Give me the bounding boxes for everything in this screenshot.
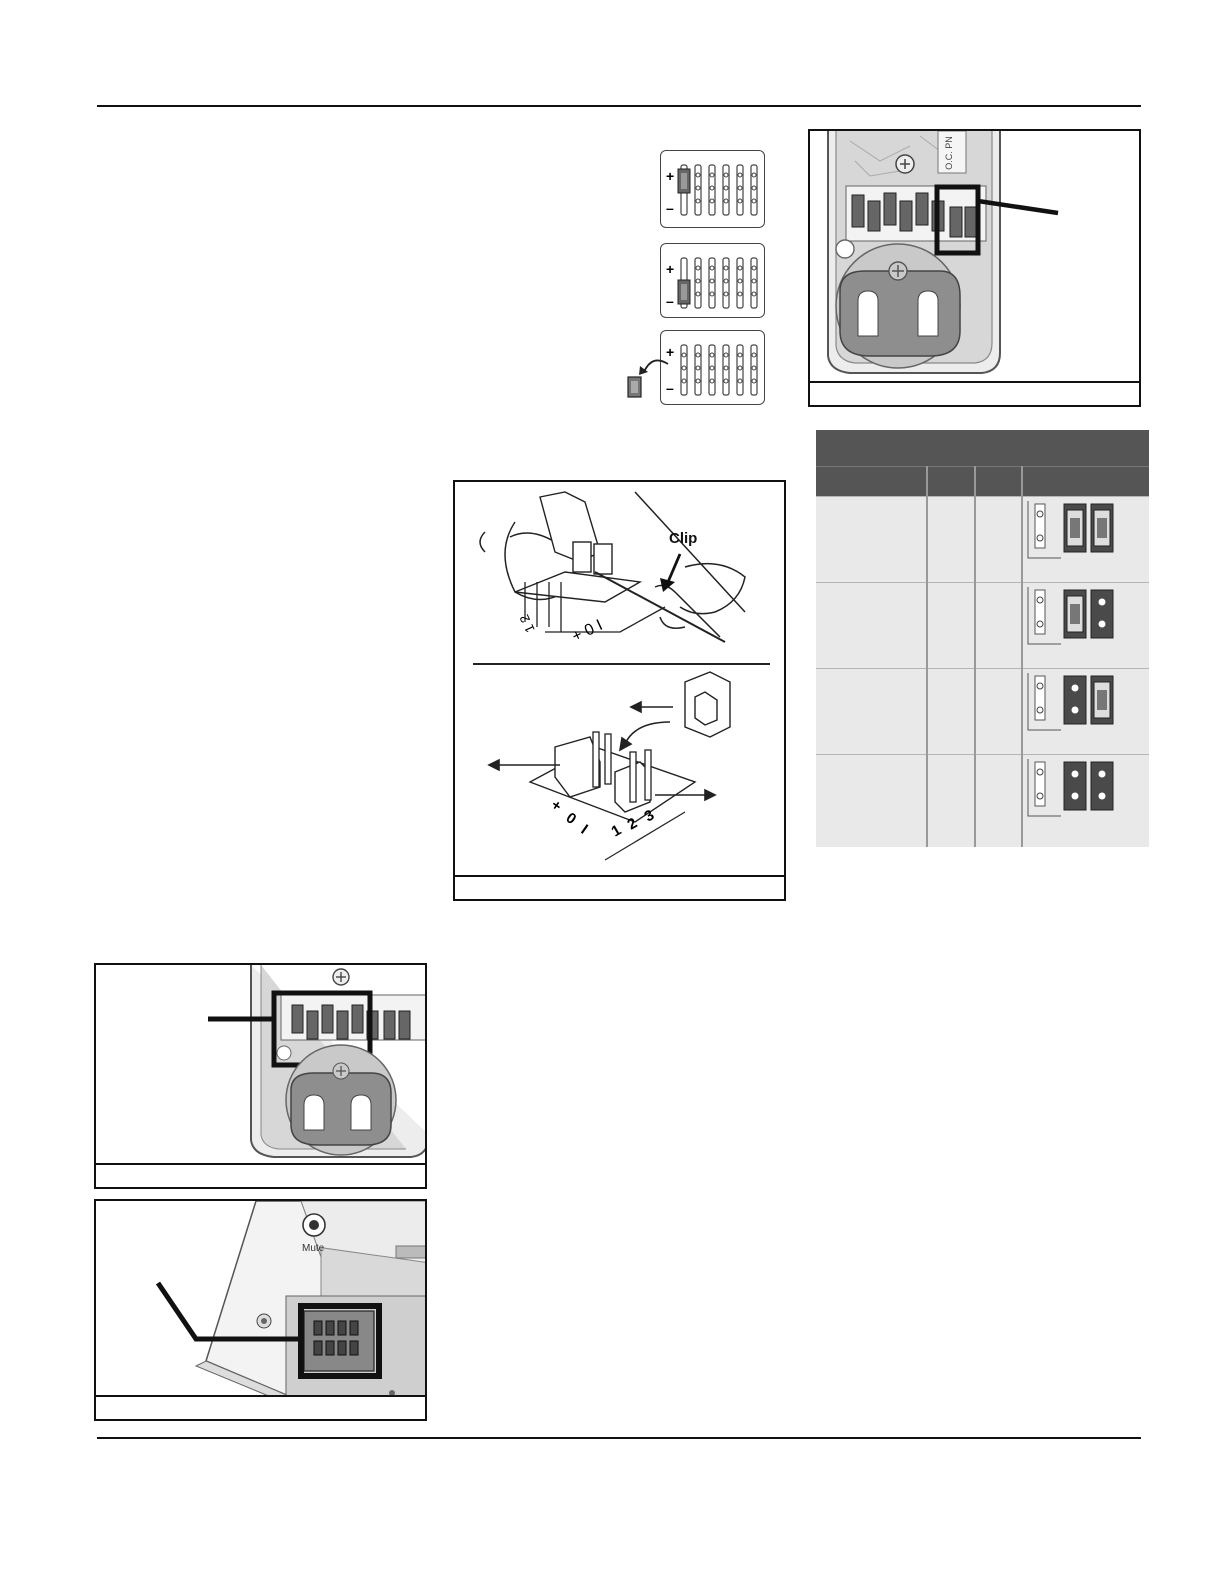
svg-text:0: 0 [562, 809, 580, 829]
jumper-pin-icon [661, 151, 763, 226]
svg-text:1: 1 [608, 821, 625, 841]
jumper-open [1091, 590, 1113, 638]
jumper-diagram-removed [660, 330, 765, 405]
minus-sign: – [666, 200, 674, 216]
jumper-open [1064, 676, 1086, 724]
jumper-installed [1064, 590, 1086, 638]
jumper-diagram-lower [660, 243, 765, 318]
svg-text:2: 2 [624, 814, 641, 834]
plus-sign: + [666, 168, 675, 184]
figure-caption-bar [96, 1163, 425, 1187]
svg-text:+: + [547, 796, 565, 816]
jumper-open [1064, 762, 1086, 810]
jumper-installed [1091, 676, 1113, 724]
svg-text:I: I [577, 821, 591, 838]
screw-icon [896, 155, 914, 173]
device-photo-jumper-closeup [808, 129, 1141, 407]
arrow-icon [622, 350, 674, 402]
jumper-diagram-upper [660, 150, 765, 228]
screw-icon [333, 969, 349, 985]
device-photo-jumper-block [94, 963, 427, 1189]
bottom-rule [97, 1437, 1141, 1439]
mute-button-icon [303, 1214, 325, 1236]
jumper-pin-icon [661, 331, 763, 403]
svg-text:+ 0 I: + 0 I [569, 616, 606, 646]
svg-text:+: + [666, 261, 675, 277]
battery-holder-icon [286, 1045, 396, 1155]
svg-text:3: 3 [641, 806, 658, 826]
figure-caption-bar [810, 381, 1139, 405]
top-rule [97, 105, 1141, 107]
svg-text:1 2: 1 2 [516, 612, 538, 636]
svg-text:+: + [666, 344, 675, 360]
jumper-state-diagrams [816, 430, 1149, 847]
svg-text:–: – [666, 380, 674, 396]
jumper-settings-table [816, 430, 1149, 847]
battery-holder-icon [836, 244, 960, 368]
svg-text:–: – [666, 293, 674, 309]
figure-caption-bar [455, 875, 784, 899]
jumper-state-diagram [1028, 673, 1113, 730]
mute-label: Mute [302, 1243, 325, 1254]
screw-icon [257, 1314, 271, 1328]
jumper-installed [1091, 504, 1113, 552]
jumper-installed [1064, 504, 1086, 552]
device-photo-connector [94, 1199, 427, 1421]
jumper-pin-icon [661, 244, 763, 316]
jumper-state-diagram [1028, 759, 1113, 816]
jumper-state-diagram [1028, 501, 1113, 558]
figure-caption-bar [96, 1395, 425, 1419]
clip-label: Clip [669, 530, 698, 547]
jumper-open [1091, 762, 1113, 810]
figure-clip-jumper-removal [453, 480, 786, 901]
jumper-state-diagram [1028, 587, 1113, 644]
svg-text:O.C. PN: O.C. PN [944, 136, 954, 170]
